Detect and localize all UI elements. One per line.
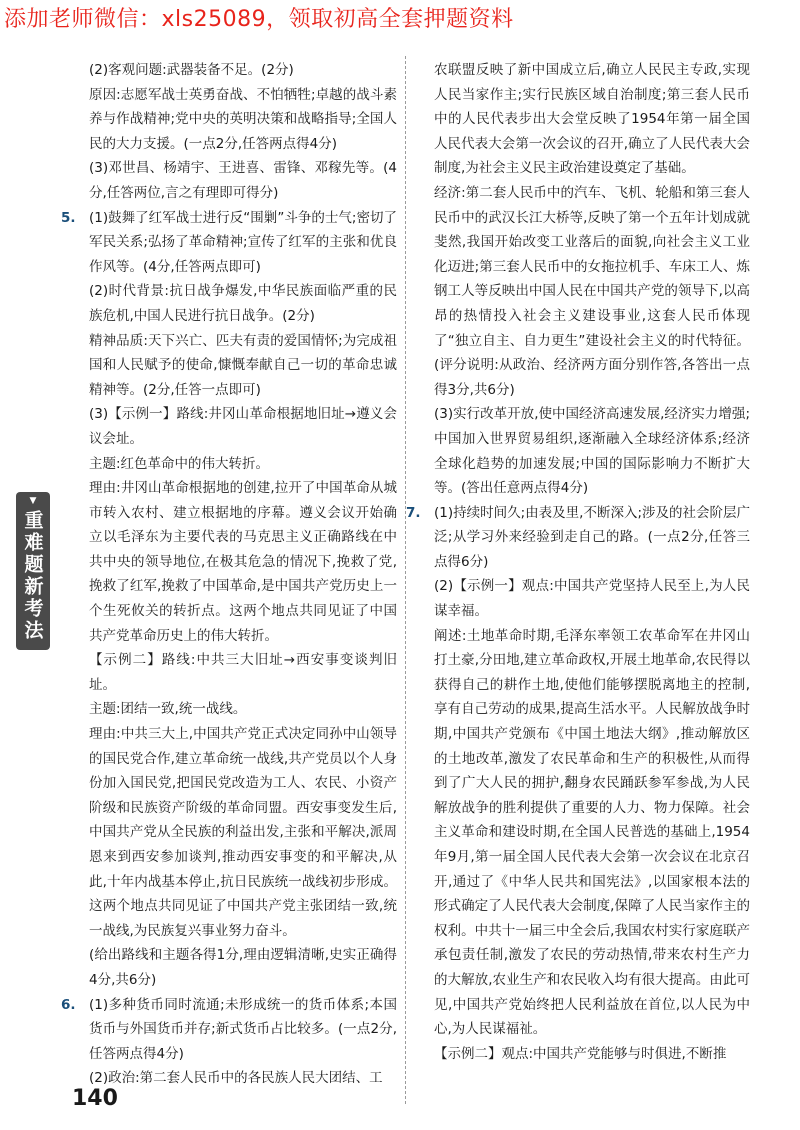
answer-paragraph xyxy=(75,58,397,83)
paragraph-text: 农联盟反映了新中国成立后,确立人民民主专政,实现人民当家作主;实行民族区域自治制度;第三套人民币中的人民代表步出大会堂反映了1954年第一届全国人民代表大会第一次会议的召开,确立了人民代表大会制度,为社会主义民主政治建设奠定了基础。 xyxy=(434,62,750,177)
paragraph-text: (3)【示例一】路线:井冈山革命根据地旧址→遵义会议会址。 xyxy=(89,406,397,447)
answer-paragraph xyxy=(75,476,397,648)
answer-paragraph xyxy=(75,648,397,697)
paragraph-text: (1)持续时间久;由表及里,不断深入;涉及的社会阶层广泛;从学习外来经验到走自己的路。(一点2分,任答三点得6分) xyxy=(434,504,751,570)
answer-paragraph xyxy=(75,156,397,205)
paragraph-text: 【示例二】路线:中共三大旧址→西安事变谈判旧址。 xyxy=(89,652,397,693)
paragraph-text: 主题:团结一致,统一战线。 xyxy=(89,701,247,718)
answer-paragraph xyxy=(420,402,750,500)
answer-paragraph xyxy=(420,1042,750,1067)
right-column xyxy=(406,58,751,1066)
answer-paragraph xyxy=(75,943,397,992)
answer-paragraph xyxy=(61,206,397,280)
left-column xyxy=(61,58,397,1091)
paragraph-text: 阐述:土地革命时期,毛泽东率领工农革命军在井冈山打土豪,分田地,建立革命政权,开展土地革命,农民得以获得自己的耕作土地,使他们能够摆脱离地主的控制,享有自己劳动的成果,提高生活水平。人民解放战争时期,中国共产党颁布《中国土地法大纲》,推动解放区的土地改革,激发了农民革命和生产的积极性,从而得到了广大人民的拥护,翻身农民踊跃参军参战,为人民解放战争的胜利提供了重要的人力、物力保障。社会主义革命和建设时期,在全国人民普选的基础上,1954年9月,第一届全国人民代表大会第一次会议在北京召开,通过了《中华人民共和国宪法》,以国家根本法的形式确定了人民代表大会制度,保障了人民当家作主的权利。中共十一届三中全会后,我国农村实行家庭联产承包责任制,激发了农民的劳动热情,带来农村生产力的大解放,农业生产和农民收入均有很大提高。由此可见,中国共产党始终把人民利益放在首位,以人民为中心,为人民谋福祉。 xyxy=(434,627,750,1038)
paragraph-text: (2)时代背景:抗日战争爆发,中华民族面临严重的民族危机,中国人民进行抗日战争。(2分) xyxy=(89,283,397,324)
paragraph-text: (3)邓世昌、杨靖宇、王进喜、雷锋、邓稼先等。(4分,任答两位,言之有理即可得分) xyxy=(89,160,397,201)
answer-paragraph xyxy=(420,624,750,1042)
paragraph-text: 经济:第二套人民币中的汽车、飞机、轮船和第三套人民币中的武汉长江大桥等,反映了第一个五年计划成就斐然,我国开始改变工业落后的面貌,向社会主义工业化迈进;第三套人民币中的女拖拉机手、车床工人、炼钢工人等反映出中国人民在中国共产党的领导下,以高昂的热情投入社会主义建设事业,这套人民币体现了“独立自主、自力更生”建设社会主义的时代特征。(评分说明:从政治、经济两方面分别作答,各答出一点得3分,共6分) xyxy=(434,184,750,398)
paragraph-text: 理由:井冈山革命根据地的创建,拉开了中国革命从城市转入农村、建立根据地的序幕。遵义会议开始确立以毛泽东为主要代表的马克思主义正确路线在中共中央的领导地位,在极其危急的情况下,挽救了党,挽救了红军,挽救了中国革命,是中国共产党历史上一个生死攸关的转折点。这两个地点共同见证了中国共产党革命历史上的伟大转折。 xyxy=(89,480,397,644)
answer-paragraph xyxy=(75,452,397,477)
answer-paragraph xyxy=(75,83,397,157)
paragraph-text: (2)政治:第二套人民币中的各民族人民大团结、工 xyxy=(89,1070,383,1087)
question-number: 5. xyxy=(61,209,76,226)
sidebar-tab xyxy=(16,492,50,650)
answer-paragraph xyxy=(420,58,750,181)
paragraph-text: (3)实行改革开放,使中国经济高速发展,经济实力增强;中国加入世界贸易组织,逐渐融入全球经济体系;经济全球化趋势的加速发展;中国的国际影响力不断扩大等。(答出任意两点得4分) xyxy=(434,406,750,497)
question-number: 6. xyxy=(61,996,76,1013)
column-divider xyxy=(405,56,406,1104)
sidebar-tab-label: 重难题新考法 xyxy=(21,510,44,642)
paragraph-text: (2)客观问题:武器装备不足。(2分) xyxy=(89,62,294,78)
paragraph-text: 精神品质:天下兴亡、匹夫有责的爱国情怀;为完成祖国和人民赋予的使命,慷慨奉献自己一切的革命忠诚精神等。(2分,任答一点即可) xyxy=(89,332,397,398)
paragraph-text: 【示例二】观点:中国共产党能够与时俱进,不断推 xyxy=(434,1045,727,1062)
answer-paragraph xyxy=(75,1066,397,1091)
answer-paragraph xyxy=(61,993,397,1067)
answer-paragraph xyxy=(75,402,397,451)
paragraph-text: 原因:志愿军战士英勇奋战、不怕牺牲;卓越的战斗素养与作战精神;党中央的英明决策和战略指导;全国人民的大力支援。(一点2分,任答两点得4分) xyxy=(89,86,397,152)
question-number: 7. xyxy=(406,504,421,521)
paragraph-text: 理由:中共三大上,中国共产党正式决定同孙中山领导的国民党合作,建立革命统一战线,共产党员以个人身份加入国民党,把国民党改造为工人、农民、小资产阶级和民族资产阶级的革命同盟。西安事变发生后,中国共产党从全民族的利益出发,主张和平解决,派周恩来到西安参加谈判,推动西安事变的和平解决,从此,十年内战基本停止,抗日民族统一战线初步形成。这两个地点共同见证了中国共产党主张团结一致,统一战线,为民族复兴事业努力奋斗。 xyxy=(89,726,397,939)
promo-banner: 添加老师微信：xls25089，领取初高全套押题资料 xyxy=(4,7,514,32)
paragraph-text: (2)【示例一】观点:中国共产党坚持人民至上,为人民谋幸福。 xyxy=(434,578,750,620)
answer-paragraph xyxy=(75,697,397,722)
page-number: 140 xyxy=(72,1086,118,1111)
answer-paragraph xyxy=(420,181,750,402)
paragraph-text: (给出路线和主题各得1分,理由逻辑清晰,史实正确得4分,共6分) xyxy=(89,947,397,988)
paragraph-text: 主题:红色革命中的伟大转折。 xyxy=(89,455,270,472)
answer-paragraph xyxy=(420,574,750,623)
answer-paragraph xyxy=(75,329,397,403)
paragraph-text: (1)鼓舞了红军战士进行反“围剿”斗争的士气;密切了军民关系;弘扬了革命精神;宣传了红军的主张和优良作风等。(4分,任答两点即可) xyxy=(89,209,397,275)
paragraph-text: (1)多种货币同时流通;未形成统一的货币体系;本国货币与外国货币并存;新式货币占比较多。(一点2分,任答两点得4分) xyxy=(89,996,397,1062)
answer-paragraph xyxy=(75,722,397,943)
answer-paragraph xyxy=(406,501,751,575)
down-triangle-icon: ▼ xyxy=(29,496,37,506)
answer-paragraph xyxy=(75,279,397,328)
